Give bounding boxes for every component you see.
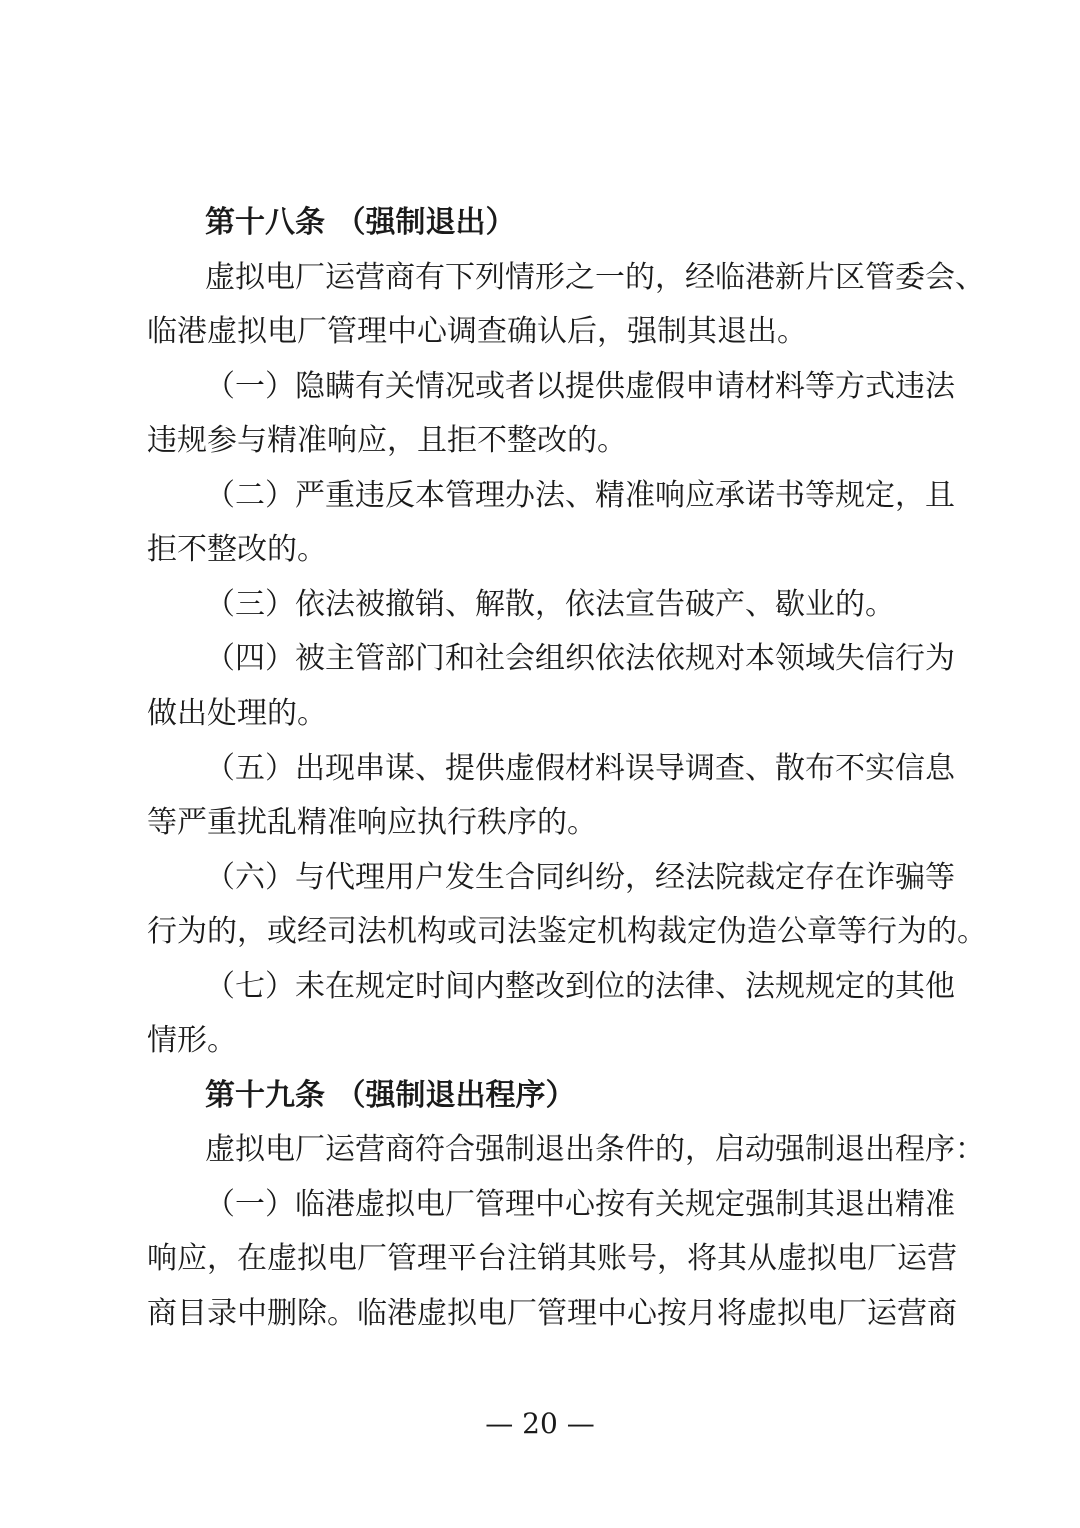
text-line: （一）临港虚拟电厂管理中心按有关规定强制其退出精准: [205, 1186, 955, 1222]
text-line: 违规参与精准响应，且拒不整改的。: [147, 423, 627, 459]
text-line: （三）依法被撤销、解散，依法宣告破产、歇业的。: [205, 586, 895, 622]
text-line: （四）被主管部门和社会组织依法依规对本领域失信行为: [205, 641, 955, 677]
article-heading: 第十九条 （强制退出程序）: [205, 1077, 576, 1113]
text-line: 拒不整改的。: [147, 532, 327, 568]
article-heading: 第十八条 （强制退出）: [205, 205, 516, 240]
text-line: 响应，在虚拟电厂管理平台注销其账号，将其从虚拟电厂运营: [147, 1241, 957, 1277]
text-line: （七）未在规定时间内整改到位的法律、法规规定的其他: [205, 968, 955, 1004]
text-line: 商目录中删除。临港虚拟电厂管理中心按月将虚拟电厂运营商: [147, 1296, 957, 1331]
text-line: 做出处理的。: [147, 695, 327, 731]
text-line: 等严重扰乱精准响应执行秩序的。: [147, 805, 597, 841]
text-line: 虚拟电厂运营商符合强制退出条件的，启动强制退出程序：: [205, 1132, 985, 1168]
text-line: （六）与代理用户发生合同纠纷，经法院裁定存在诈骗等: [205, 859, 955, 895]
text-line: 行为的，或经司法机构或司法鉴定机构裁定伪造公章等行为的。: [147, 914, 987, 950]
page-number: — 20 —: [485, 1407, 595, 1440]
text-line: （二）严重违反本管理办法、精准响应承诺书等规定，且: [205, 477, 955, 513]
text-line: 临港虚拟电厂管理中心调查确认后，强制其退出。: [147, 314, 807, 350]
text-line: 情形。: [147, 1023, 237, 1059]
text-line: 虚拟电厂运营商有下列情形之一的，经临港新片区管委会、: [205, 259, 985, 295]
text-line: （一）隐瞒有关情况或者以提供虚假申请材料等方式违法: [205, 368, 955, 404]
text-line: （五）出现串谋、提供虚假材料误导调查、散布不实信息: [205, 750, 955, 786]
